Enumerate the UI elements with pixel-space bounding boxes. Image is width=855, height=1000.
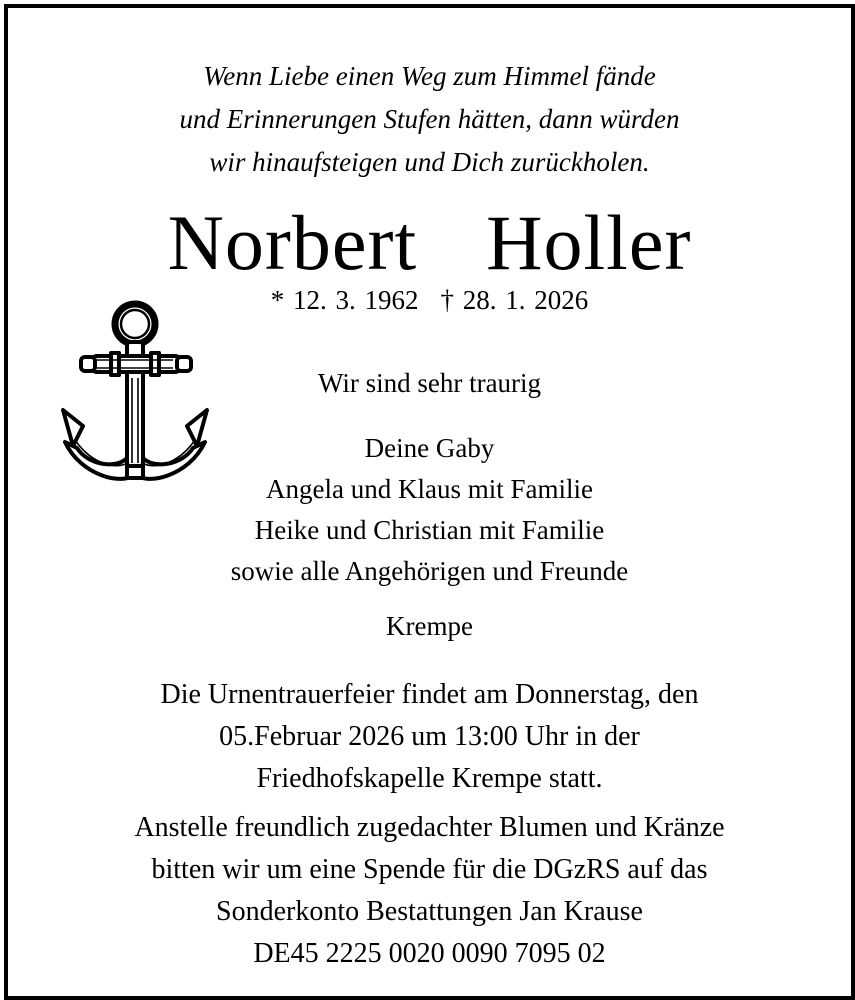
mourner-line: sowie alle Angehörigen und Freunde <box>230 556 629 586</box>
memorial-poem <box>8 55 851 184</box>
donation-info <box>8 807 851 975</box>
mourners-list <box>8 428 851 592</box>
poem-line: wir hinaufsteigen und Dich zurückholen. <box>209 147 650 177</box>
service-info <box>8 674 851 800</box>
service-line: 05.Februar 2026 um 13:00 Uhr in der <box>219 721 640 752</box>
poem-line: und Erinnerungen Stufen hätten, dann würden <box>179 104 680 134</box>
birth-date: * 12. 3. 1962 <box>270 285 419 315</box>
donation-line: Anstelle freundlich zugedachter Blumen und Kränze <box>134 812 725 843</box>
location: Krempe <box>386 611 473 641</box>
service-line: Friedhofskapelle Krempe statt. <box>256 763 603 794</box>
poem-line: Wenn Liebe einen Weg zum Himmel fände <box>203 61 656 91</box>
donation-line: Sonderkonto Bestattungen Jan Krause <box>216 896 643 927</box>
iban: DE45 2225 0020 0090 7095 02 <box>253 938 606 969</box>
deceased-name: Norbert Holler <box>167 199 692 286</box>
death-date: † 28. 1. 2026 <box>440 285 589 315</box>
mourner-line: Deine Gaby <box>364 433 495 463</box>
mourner-line: Angela und Klaus mit Familie <box>266 474 593 504</box>
mourning-intro: Wir sind sehr traurig <box>317 368 542 398</box>
service-line: Die Urnentrauerfeier findet am Donnerstag, den <box>160 679 699 710</box>
mourner-line: Heike und Christian mit Familie <box>254 515 605 545</box>
donation-line: bitten wir um eine Spende für die DGzRS auf das <box>151 854 708 885</box>
obituary-notice <box>4 4 855 1000</box>
